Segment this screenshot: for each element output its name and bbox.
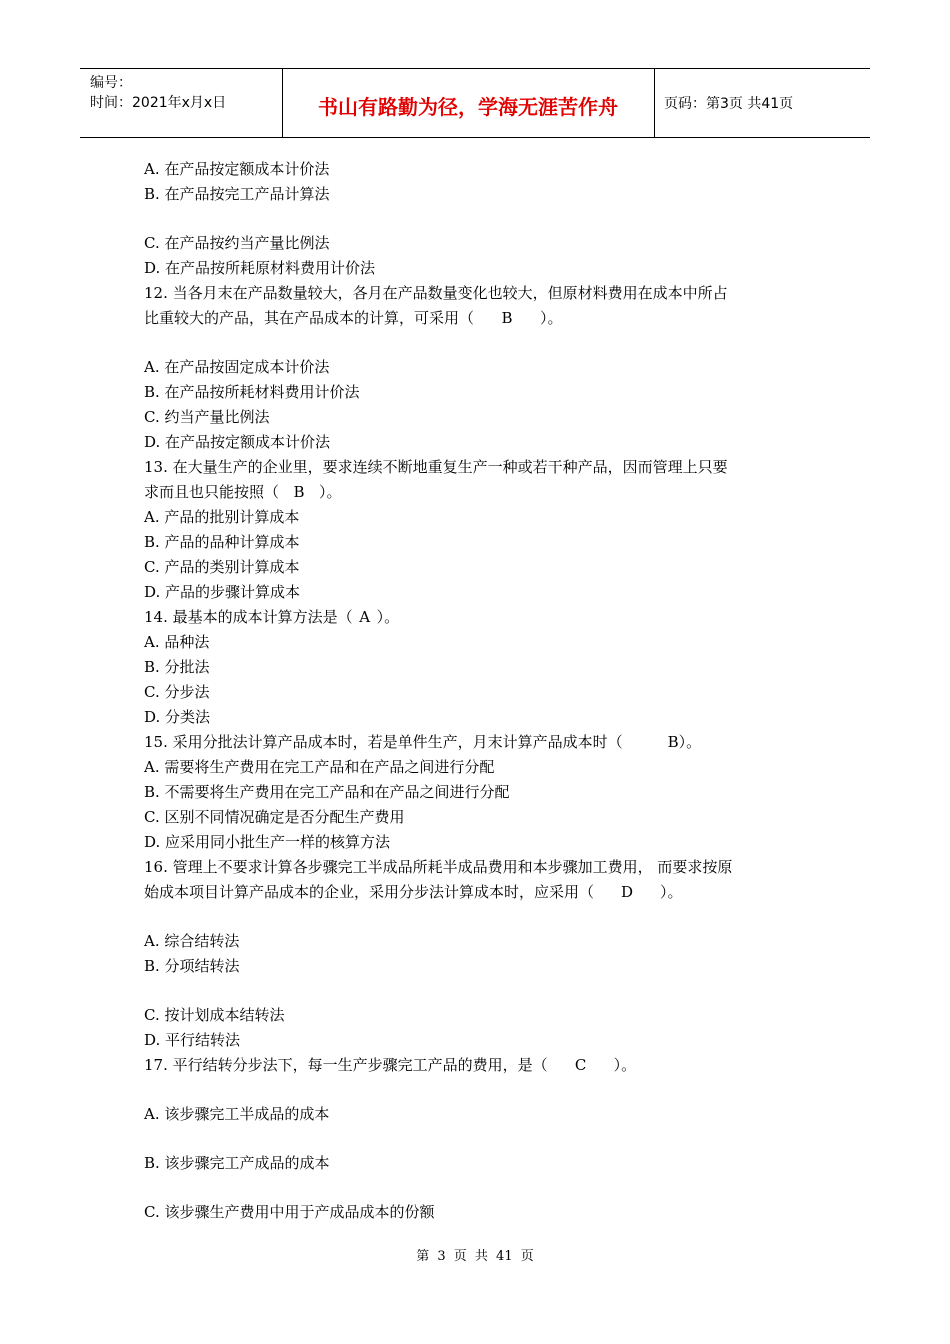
option-line: C. 分步法: [144, 683, 210, 701]
answer: A: [359, 608, 371, 626]
option-line: B. 不需要将生产费用在完工产品和在产品之间进行分配: [144, 783, 510, 801]
option-line: D. 分类法: [144, 708, 211, 726]
header-page-number: 页码：第3页 共41页: [664, 96, 794, 112]
question-12-cont: 比重较大的产品，其在产品成本的计算，可采用（ B ）。: [144, 306, 814, 331]
option-line: D. 在产品按所耗原材料费用计价法: [144, 259, 376, 277]
option-line: C. 产品的类别计算成本: [144, 558, 300, 576]
option-line: A. 该步骤完工半成品的成本: [144, 1105, 330, 1123]
question-16: 16. 管理上不要求计算各步骤完工半成品所耗半成品费用和本步骤加工费用， 而要求按原: [144, 858, 733, 876]
page-header: [80, 68, 870, 138]
option-line: B. 分项结转法: [144, 957, 240, 975]
option-line: C. 该步骤生产费用中用于产成品成本的份额: [144, 1203, 435, 1221]
option-line: D. 在产品按定额成本计价法: [144, 433, 331, 451]
option-line: B. 分批法: [144, 658, 210, 676]
question-12: 12. 当各月末在产品数量较大，各月在产品数量变化也较大，但原材料费用在成本中所占: [144, 284, 728, 302]
answer: B: [667, 733, 679, 751]
option-line: A. 需要将生产费用在完工产品和在产品之间进行分配: [144, 758, 495, 776]
option-line: A. 产品的批别计算成本: [144, 508, 300, 526]
option-line: C. 约当产量比例法: [144, 408, 270, 426]
option-line: A. 在产品按定额成本计价法: [144, 160, 330, 178]
header-motto: 书山有路勤为径，学海无涯苦作舟: [318, 95, 618, 119]
header-meta: [90, 73, 280, 113]
header-divider: [654, 69, 655, 137]
question-13-cont: 求而且也只能按照（ B ）。: [144, 480, 814, 505]
question-14: 14. 最基本的成本计算方法是（ A ）。: [144, 605, 814, 630]
question-15: 15. 采用分批法计算产品成本时，若是单件生产，月末计算产品成本时（ B）。: [144, 730, 814, 755]
answer: C: [574, 1056, 587, 1074]
question-16-cont: 始成本项目计算产品成本的企业，采用分步法计算成本时，应采用（ D ）。: [144, 880, 814, 905]
answer: B: [293, 483, 305, 501]
option-line: A. 综合结转法: [144, 932, 240, 950]
option-line: B. 产品的品种计算成本: [144, 533, 300, 551]
date-label: 时间：2021年x月x日: [90, 95, 227, 111]
option-line: A. 在产品按固定成本计价法: [144, 358, 330, 376]
option-line: D. 产品的步骤计算成本: [144, 583, 301, 601]
question-17: 17. 平行结转分步法下，每一生产步骤完工产品的费用，是（ C ）。: [144, 1053, 814, 1078]
option-line: C. 按计划成本结转法: [144, 1006, 285, 1024]
answer: B: [501, 309, 513, 327]
option-line: B. 该步骤完工产成品的成本: [144, 1154, 330, 1172]
option-line: C. 在产品按约当产量比例法: [144, 234, 330, 252]
serial-number-label: 编号：: [90, 75, 132, 91]
option-line: B. 在产品按完工产品计算法: [144, 185, 330, 203]
document-body: [144, 157, 814, 1225]
answer: D: [621, 883, 634, 901]
option-line: C. 区别不同情况确定是否分配生产费用: [144, 808, 405, 826]
option-line: A. 品种法: [144, 633, 210, 651]
option-line: D. 应采用同小批生产一样的核算方法: [144, 833, 391, 851]
question-13: 13. 在大量生产的企业里，要求连续不断地重复生产一种或若干种产品，因而管理上只要: [144, 458, 728, 476]
page-footer: 第 3 页 共 41 页: [416, 1249, 534, 1264]
option-line: D. 平行结转法: [144, 1031, 241, 1049]
option-line: B. 在产品按所耗材料费用计价法: [144, 383, 360, 401]
